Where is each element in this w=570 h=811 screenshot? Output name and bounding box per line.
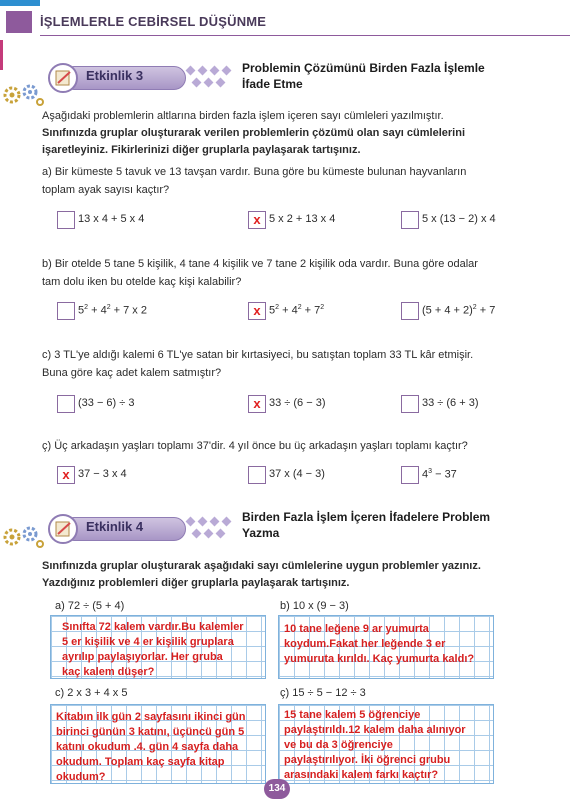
writing-cc-label: ç) 15 ÷ 5 − 12 ÷ 3 (280, 687, 366, 699)
checkbox[interactable] (57, 211, 75, 229)
x-mark-icon: x (62, 467, 70, 482)
question-a: a) Bir kümeste 5 tavuk ve 13 tavşan vardır. Buna göre bu kümeste bulunan hayvanların toplam ayak sayısı kaçtır? (42, 166, 467, 196)
option-b1[interactable]: $5^2 + 4^2 + 7$ x 2 (57, 302, 207, 322)
option-c2[interactable]: x 33 ÷ (6 − 3) (248, 395, 398, 415)
checkbox[interactable] (248, 466, 266, 484)
header-color-block (6, 11, 32, 33)
etkinlik-3-label: Etkinlik 3 (86, 68, 144, 83)
etkinlik-4-title: Birden Fazla İşlem İçeren İfadelere Problem Yazma (242, 510, 491, 540)
option-c3[interactable]: 33 ÷ (6 + 3) (401, 395, 551, 415)
question-b: b) Bir otelde 5 tane 5 kişilik, 4 tane 4 kişilik ve 7 tane 2 kişilik oda vardır. Buna göre odalar tam dolu iken bu otelde kaç kişi kalabilir? (42, 258, 478, 288)
option-cc1[interactable]: x 37 − 3 x 4 (57, 466, 207, 486)
intro-4-text: Sınıfınızda gruplar oluşturarak aşağıdaki sayı cümlelerine uygun problemler yazınız. Yazdığınız problemleri diğer gruplarla paylaşarak tartışınız. (42, 560, 481, 589)
writing-c-label: c) 2 x 3 + 4 x 5 (55, 687, 128, 699)
diamond-pattern-icon (183, 63, 239, 93)
option-cc2[interactable]: 37 x (4 − 3) (248, 466, 398, 486)
etkinlik-4-badge (48, 514, 238, 544)
header-divider (40, 35, 570, 36)
option-c1[interactable]: (33 − 6) ÷ 3 (57, 395, 207, 415)
option-a2[interactable]: x 5 x 2 + 13 x 4 (248, 211, 398, 231)
question-cc: ç) Üç arkadaşın yaşları toplamı 37'dir. 4 yıl önce bu üç arkadaşın yaşları toplamı kaçtır? (42, 440, 468, 452)
pencil-paper-icon (48, 63, 78, 93)
top-color-bar (0, 0, 40, 6)
etkinlik-3-title: Problemin Çözümünü Birden Fazla İşlemle İfade Etme (242, 61, 485, 91)
intro-text: Aşağıdaki problemlerin altlarına birden fazla işlem içeren sayı cümleleri yazılmıştır. Sınıfınızda gruplar oluşturarak verilen problemlerin çözümü olan sayı cümlelerini işaretleyiniz. Fikirlerinizi diğer gruplarla paylaşarak tartışınız. (42, 110, 465, 156)
checkbox[interactable] (401, 395, 419, 413)
checkbox[interactable] (401, 302, 419, 320)
writing-b-label: b) 10 x (9 − 3) (280, 600, 349, 612)
checkbox[interactable] (401, 211, 419, 229)
x-mark-icon: x (253, 212, 261, 227)
option-cc3[interactable]: $4^3 - 37$ (401, 466, 551, 486)
x-mark-icon: x (253, 396, 261, 411)
unit-title: İŞLEMLERLE CEBİRSEL DÜŞÜNME (40, 14, 267, 29)
pencil-paper-icon (48, 514, 78, 544)
left-accent-bar (0, 40, 3, 70)
option-b2[interactable]: x $5^2 + 4^2 + 7^2$ (248, 302, 398, 322)
writing-c-answer: Kitabın ilk gün 2 sayfasını ikinci gün birinci günün 3 katını, üçüncü gün 5 katını okudum .4. gün 4 sayfa daha okudum. Toplam kaç sayfa kitap okudum? (56, 711, 246, 783)
writing-b-answer: 10 tane leğene 9 ar yumurta koydum.Fakat her leğende 3 er yumuruta kırıldı. Kaç yumurta kaldı? (284, 623, 475, 665)
checkbox[interactable] (401, 466, 419, 484)
diamond-pattern-icon (183, 514, 239, 544)
checkbox[interactable] (57, 302, 75, 320)
writing-a-answer: Sınıfta 72 kalem vardır.Bu kalemler 5 er kişilik ve 4 er kişilik gruplara ayrılıp paylaşıyorlar. Her gruba kaç kalem düşer? (62, 621, 244, 678)
gears-icon (0, 522, 44, 552)
checkbox[interactable] (57, 395, 75, 413)
x-mark-icon: x (253, 303, 261, 318)
etkinlik-4-label: Etkinlik 4 (86, 519, 144, 534)
writing-a-label: a) 72 ÷ (5 + 4) (55, 600, 125, 612)
writing-cc-answer: 15 tane kalem 5 öğrenciye paylaştırıldı.12 kalem daha alınıyor ve bu da 3 öğrenciye paylaştırılıyor. İki öğrenci grubu arasındaki kalem farkı kaçtır? (284, 709, 466, 781)
option-b3[interactable]: $(5 + 4 + 2)^2 + 7$ (401, 302, 551, 322)
page-number: 134 (264, 779, 290, 799)
gears-icon (0, 80, 44, 110)
option-a1[interactable]: 13 x 4 + 5 x 4 (57, 211, 207, 231)
option-a3[interactable]: 5 x (13 − 2) x 4 (401, 211, 551, 231)
question-c: c) 3 TL'ye aldığı kalemi 6 TL'ye satan bir kırtasiyeci, bu satıştan toplam 33 TL kâr etmişir. Buna göre kaç adet kalem satmıştır? (42, 349, 474, 379)
etkinlik-3-badge (48, 63, 238, 93)
